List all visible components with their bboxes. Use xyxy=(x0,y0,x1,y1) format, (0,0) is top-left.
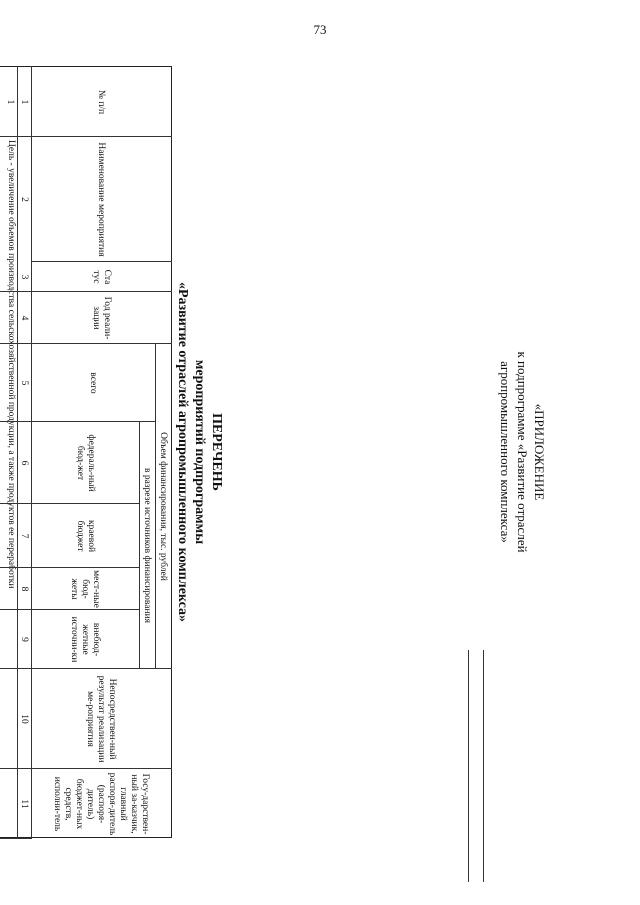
row-line xyxy=(31,66,32,838)
appendix-line-2: к подпрограмме «Развитие отраслей xyxy=(515,351,530,553)
col-line xyxy=(0,421,32,422)
col-line xyxy=(0,838,32,839)
task-row-cell xyxy=(468,650,484,882)
col-number: 5 xyxy=(19,380,30,386)
header-num: № п/п xyxy=(96,89,107,115)
appendix-line-3: агропромышленного комплекса» xyxy=(498,361,513,543)
col-line xyxy=(32,503,140,504)
header-customer: Госу-дарствен-ный за-казчик, главный распоря-дитель (распоря-дитель) бюджет-ных средств, исполни-тель xyxy=(52,772,151,836)
col-line xyxy=(0,343,32,344)
row-line xyxy=(155,343,156,668)
header-local: мест-ные бюд-жеты xyxy=(69,570,102,608)
col-number: 3 xyxy=(19,274,30,280)
header-federal: федераль-ный бюд-жет xyxy=(75,434,96,492)
col-number: 7 xyxy=(19,533,30,539)
page-number: 73 xyxy=(313,22,327,37)
col-number: 10 xyxy=(19,714,30,724)
col-line xyxy=(32,768,172,769)
header-name: Наименование мероприятия xyxy=(96,142,107,257)
measures-table xyxy=(0,66,172,838)
col-number: 11 xyxy=(19,799,30,809)
header-result: Непосредствен-ный результат реализации ме-роприятия xyxy=(85,675,118,763)
col-line xyxy=(32,291,172,292)
col-line xyxy=(0,609,32,610)
col-line xyxy=(0,503,32,504)
col-number: 2 xyxy=(19,197,30,202)
header-total: всего xyxy=(88,372,99,394)
col-line xyxy=(32,567,140,568)
col-number: 8 xyxy=(19,586,30,592)
header-regional: краевой бюджет xyxy=(75,519,96,553)
col-line xyxy=(32,609,140,610)
header-by-source: в разрезе источников финансирования xyxy=(142,467,153,624)
header-volume: Объем финансирования, тыс. рублей xyxy=(158,432,169,581)
col-line xyxy=(0,567,32,568)
table-continuation xyxy=(468,650,558,882)
header-extrabudget: внебюд-жетные источни-ки xyxy=(69,616,102,663)
col-number: 1 xyxy=(19,99,30,105)
col-line xyxy=(0,668,32,669)
goal-row-num: 1 xyxy=(5,99,16,105)
col-number: 6 xyxy=(19,460,30,466)
col-line xyxy=(32,421,156,422)
col-line xyxy=(32,343,172,344)
col-line xyxy=(32,261,172,262)
col-line xyxy=(32,668,172,669)
col-number: 9 xyxy=(19,637,30,642)
header-status: Ста тус xyxy=(91,269,112,285)
col-line xyxy=(0,136,32,137)
header-year: Год реали-зации xyxy=(91,296,112,340)
row-line xyxy=(17,66,18,838)
title-line-3: «Развитие отраслей агропромышленного комплекса» xyxy=(175,281,190,623)
goal-row-text: Цель - увеличение объемов производства сельскохозяйственной продукции, а также продуктов ее переработки xyxy=(6,140,16,589)
col-line xyxy=(0,768,32,769)
col-line xyxy=(0,291,32,292)
appendix-line-1: «ПРИЛОЖЕНИЕ xyxy=(532,403,547,501)
title-line-2: мероприятий подпрограммы xyxy=(192,359,207,545)
title-line-1: ПЕРЕЧЕНЬ xyxy=(209,413,224,491)
row-line xyxy=(139,421,140,668)
document-title xyxy=(174,62,225,842)
col-number: 4 xyxy=(19,315,30,321)
